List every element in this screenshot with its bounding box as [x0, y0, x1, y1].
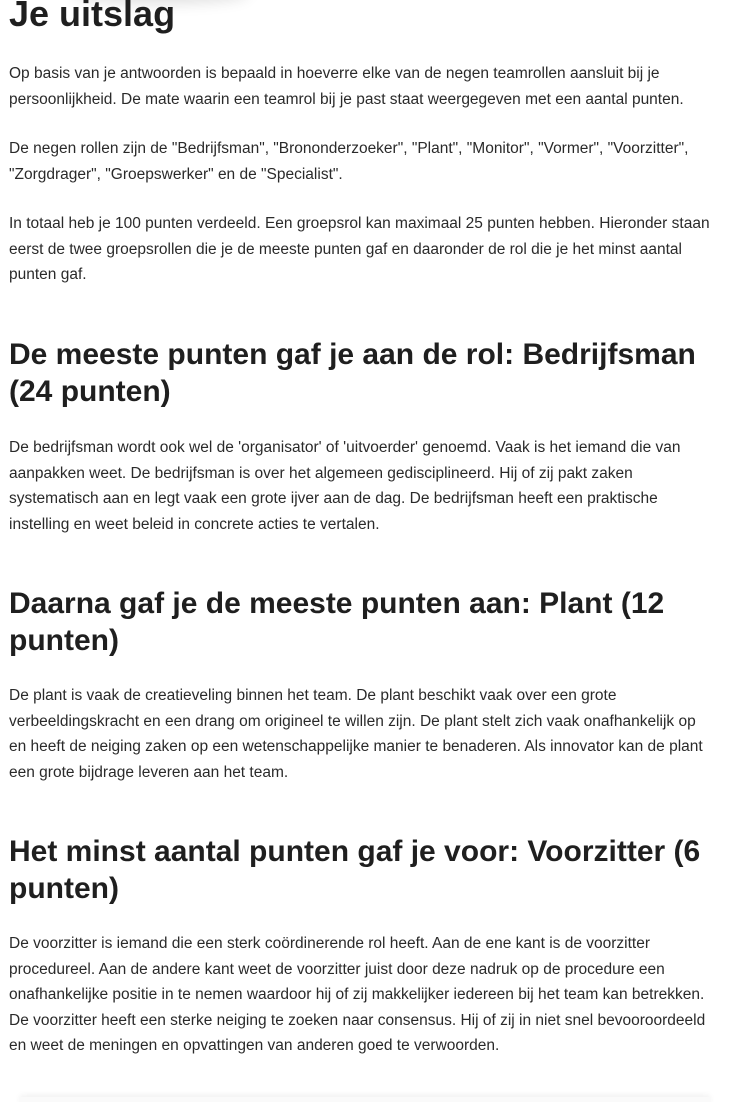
section-body-second-role: De plant is vaak de creatieveling binnen het team. De plant beschikt vaak over een grote verbeeldingskracht en een drang om origineel te willen zijn. De plant stelt zich vaak onafhankelijk op en heeft de neiging zaken op een wetenschappelijke manier te benaderen. Als innovator kan de plant een grote bijdrage leveren aan het team.: [9, 687, 703, 781]
section-heading-second-role: Daarna gaf je de meeste punten aan: Plant (12 punten): [9, 587, 665, 657]
intro-paragraph-2-block: [9, 136, 714, 187]
section-heading-lowest-role: Het minst aantal punten gaf je voor: Voorzitter (6 punten): [9, 835, 701, 905]
section-lowest-role-body-block: [9, 931, 714, 1059]
intro-paragraph-3-block: [9, 211, 714, 288]
section-lowest-role: [9, 833, 714, 907]
section-body-lowest-role: De voorzitter is iemand die een sterk coördinerende rol heeft. Aan de ene kant is de voorzitter procedureel. Aan de andere kant weet de voorzitter juist door deze nadruk op de procedure een onafhankelijke positie in te nemen waardoor hij of zij makkelijker iedereen bij het team kan betrekken. De voorzitter heeft een sterke neiging te zoeken naar consensus. Hij of zij in niet snel bevooroordeeld en weet de meningen en opvattingen van anderen goed te verwoorden.: [9, 935, 706, 1054]
section-top-role: [9, 336, 714, 410]
intro-paragraph-1-block: [9, 61, 714, 112]
section-body-top-role: De bedrijfsman wordt ook wel de 'organisator' of 'uitvoerder' genoemd. Vaak is het iemand die van aanpakken weet. De bedrijfsman is over het algemeen gedisciplineerd. Hij of zij pakt zaken systematisch aan en legt vaak een grote ijver aan de dag. De bedrijfsman heeft een praktische instelling en weet beleid in concrete acties te vertalen.: [9, 439, 681, 533]
page-title: Je uitslag: [9, 0, 176, 34]
bottom-card-edge: [20, 1097, 710, 1102]
intro-paragraph-3: In totaal heb je 100 punten verdeeld. Een groepsrol kan maximaal 25 punten hebben. Hieronder staan eerst de twee groepsrollen die je de meeste punten gaf en daaronder de rol die je het minst aantal punten gaf.: [9, 215, 710, 283]
section-second-role: [9, 585, 714, 659]
intro-paragraph-2: De negen rollen zijn de "Bedrijfsman", "Brononderzoeker", "Plant", "Monitor", "Vormer", "Voorzitter", "Zorgdrager", "Groepswerker" en de "Specialist".: [9, 140, 689, 183]
section-heading-top-role: De meeste punten gaf je aan de rol: Bedrijfsman (24 punten): [9, 338, 696, 408]
section-top-role-body-block: [9, 435, 714, 537]
intro-paragraph-1: Op basis van je antwoorden is bepaald in hoeverre elke van de negen teamrollen aansluit bij je persoonlijkheid. De mate waarin een teamrol bij je past staat weergegeven met een aantal punten.: [9, 65, 684, 108]
section-second-role-body-block: [9, 683, 714, 785]
